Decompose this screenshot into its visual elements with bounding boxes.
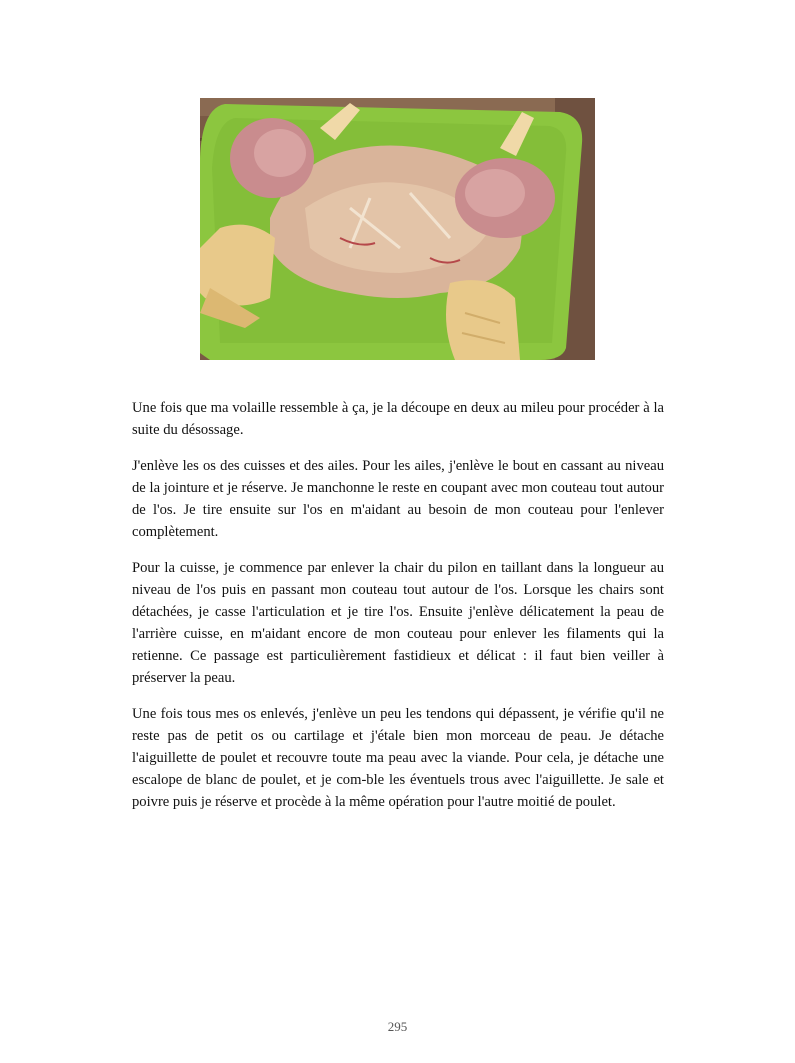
page-number: 295 bbox=[387, 1019, 408, 1034]
body-text bbox=[132, 397, 664, 827]
paragraph-3: Pour la cuisse, je commence par enlever la chair du pilon en taillant dans la longueur au niveau de l'os puis en passant mon couteau tout autour de l'os. Lorsque les chairs sont détachées, je casse l'articulation et je tire l'os. Ensuite j'enlève délicatement la peau de l'arrière cuisse, en m'aidant encore de mon couteau pour enlever les filaments qui la retienne. Ce passage est particulièrement fastidieux et délicat : il faut bien veiller à préserver la peau. bbox=[132, 560, 664, 686]
paragraph-4: Une fois tous mes os enlevés, j'enlève un peu les tendons qui dépassent, je vérifie qu'il ne reste pas de petit os ou cartilage et j'étale bien mon morceau de peau. Je détache l'aiguillette de poulet et recouvre toute ma peau avec la viande. Pour cela, je détache une escalope de blanc de poulet, et je com-ble les éventuels trous avec l'aiguillette. Je sale et poivre puis je réserve et procède à la même opération pour l'autre moitié de poulet. bbox=[132, 706, 664, 810]
paragraph-1: Une fois que ma volaille ressemble à ça, je la découpe en deux au mileu pour procéder à la suite du désossage. bbox=[132, 400, 664, 438]
paragraph-2: J'enlève les os des cuisses et des ailes. Pour les ailes, j'enlève le bout en cassant au niveau de la jointure et je réserve. Je manchonne le reste en coupant avec mon couteau tout autour de l'os. Je tire ensuite sur l'os en m'aidant au besoin de mon couteau pour l'enlever complètement. bbox=[132, 458, 664, 540]
chicken-photo bbox=[200, 98, 595, 360]
